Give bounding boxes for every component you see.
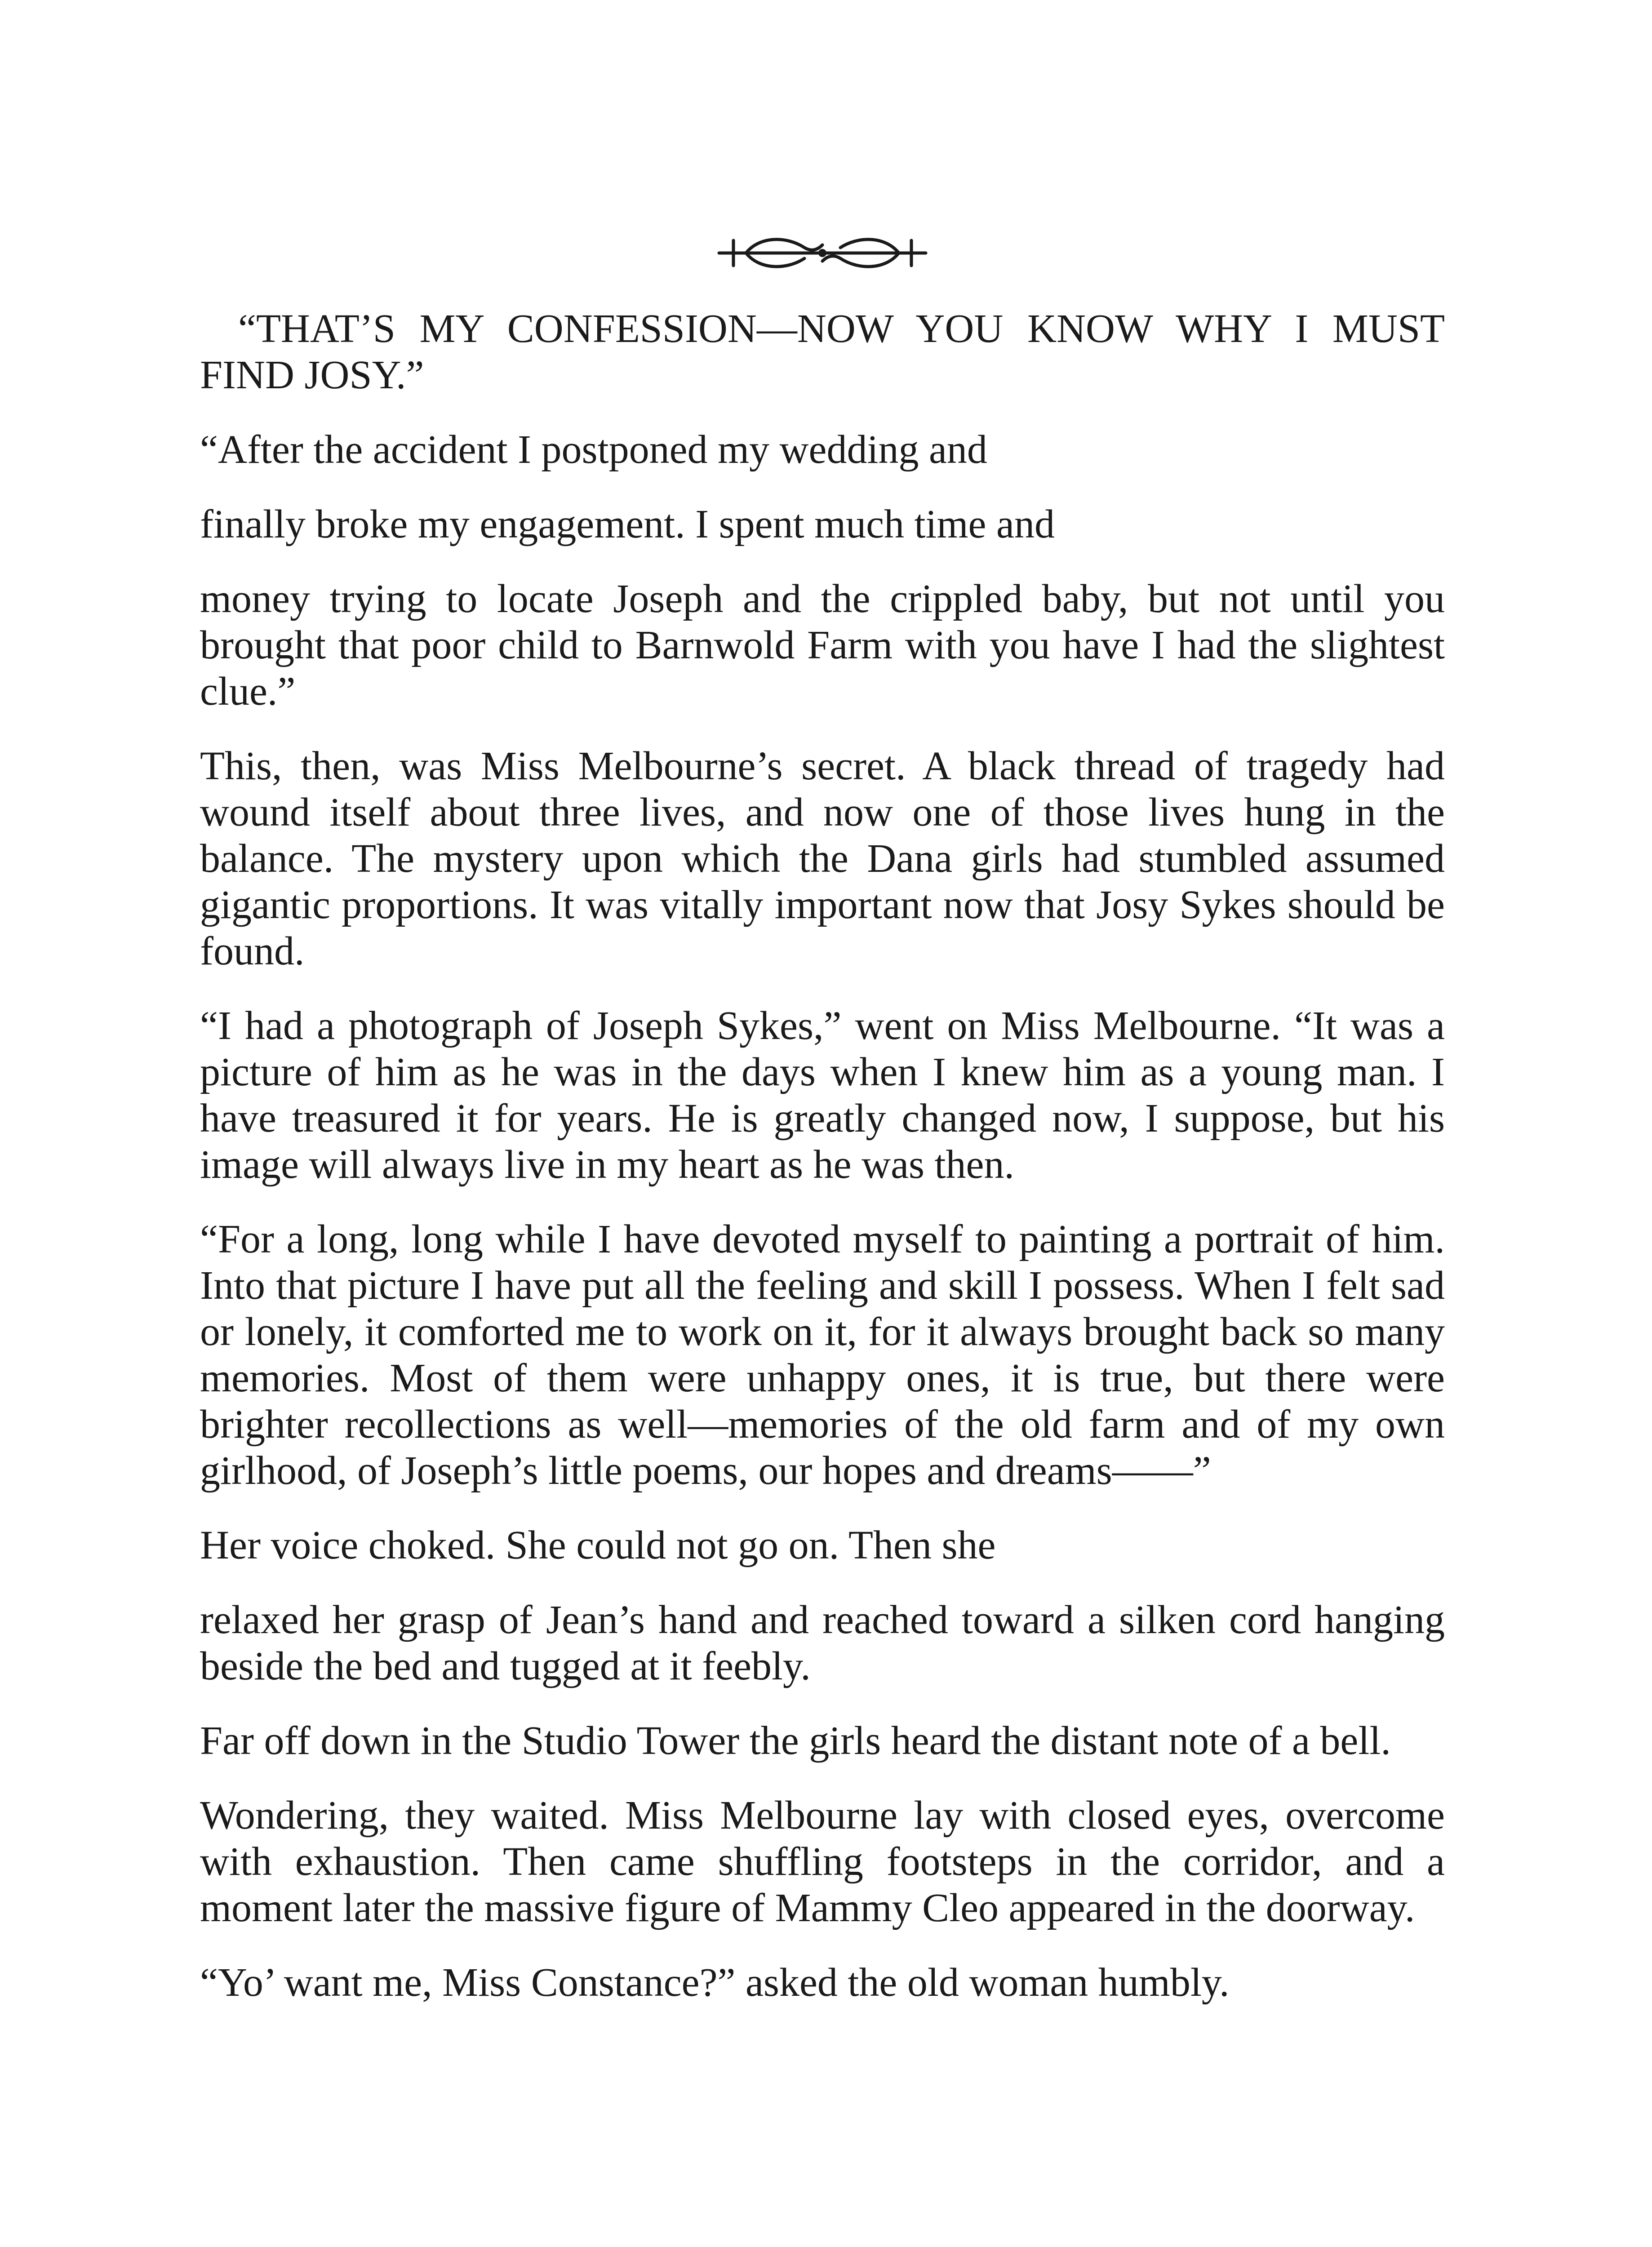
paragraph: relaxed her grasp of Jean’s hand and reached toward a silken cord hanging beside the bed and tugged at it feebly. [200, 1598, 1445, 1688]
paragraph: “Yo’ want me, Miss Constance?” asked the old woman humbly. [200, 1960, 1230, 2005]
paragraph: finally broke my engagement. I spent much time and [200, 502, 1055, 546]
scroll-divider-icon [715, 227, 930, 276]
paragraph: “After the accident I postponed my wedding and [200, 427, 987, 472]
paragraph: Far off down in the Studio Tower the girls heard the distant note of a bell. [200, 1719, 1391, 1763]
paragraph: Her voice choked. She could not go on. Then she [200, 1523, 996, 1568]
paragraph: “For a long, long while I have devoted myself to painting a portrait of him. Into that picture I have put all the feeling and skill I possess. When I felt sad or lonely, it comforted me to work on it, for it always brought back so many memories. Most of them were unhappy ones, it is true, but there were brighter recollections as well—memories of the old farm and of my own girlhood, of Joseph’s little poems, our hopes and dreams——” [200, 1217, 1445, 1493]
paragraph: This, then, was Miss Melbourne’s secret. A black thread of tragedy had wound itself about three lives, and now one of those lives hung in the balance. The mystery upon which the Dana girls had stumbled assumed gigantic proportions. It was vitally important now that Josy Sykes should be found. [200, 744, 1445, 973]
paragraph: money trying to locate Joseph and the crippled baby, but not until you brought that poor child to Barnwold Farm with you have I had the slightest clue.” [200, 577, 1445, 714]
paragraph: “I had a photograph of Joseph Sykes,” went on Miss Melbourne. “It was a picture of him as he was in the days when I knew him as a young man. I have treasured it for years. He is greatly changed now, I suppose, but his image will always live in my heart as he was then. [200, 1004, 1445, 1187]
paragraph: Wondering, they waited. Miss Melbourne lay with closed eyes, overcome with exhaustion. Then came shuffling footsteps in the corridor, and a moment later the massive figure of Mammy Cleo appeared in the doorway. [200, 1793, 1445, 1930]
body-text [200, 306, 1445, 2034]
paragraph: “THAT’S MY CONFESSION—NOW YOU KNOW WHY I MUST FIND JOSY.” [200, 306, 1445, 397]
